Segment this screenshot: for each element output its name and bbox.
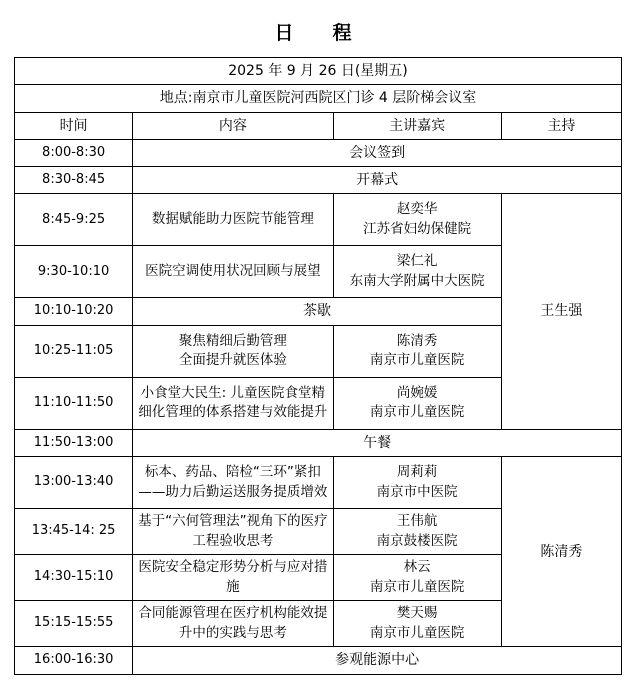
row-host: 王生强: [501, 194, 621, 429]
row-content-line-1: 聚焦精细后勤管理: [178, 332, 287, 349]
page-title: 日 程: [274, 22, 362, 44]
row-time: 16:00-16:30: [15, 647, 133, 674]
speaker-org: 南京市儿童医院: [369, 624, 465, 641]
table-row: [15, 647, 622, 674]
speaker-name: 王伟航: [396, 513, 438, 530]
row-full-text: 参观能源中心: [133, 647, 622, 674]
row-time: 14:30-15:10: [15, 555, 133, 601]
row-content: 合同能源管理在医疗机构能效提升中的实践与思考: [133, 601, 333, 647]
row-time: 11:10-11:50: [15, 377, 133, 429]
table-header-date-row: [15, 58, 622, 85]
row-time: 13:00-13:40: [15, 457, 133, 509]
table-row: [15, 429, 622, 456]
row-content-line-2: 全面提升就医体验: [178, 352, 287, 369]
row-content: 小食堂大民生: 儿童医院食堂精细化管理的体系搭建与效能提升: [133, 377, 333, 429]
table-row: [15, 167, 622, 194]
speaker-name: 陈清秀: [396, 332, 438, 349]
row-speaker: [333, 601, 501, 647]
row-time: 11:50-13:00: [15, 429, 133, 456]
table-header-venue-row: [15, 85, 622, 112]
row-speaker: [333, 194, 501, 246]
header-venue: 地点:南京市儿童医院河西院区门诊 4 层阶梯会议室: [15, 85, 622, 112]
speaker-name: 赵奕华: [396, 201, 438, 218]
column-header-speaker: 主讲嘉宾: [333, 112, 501, 139]
speaker-name: 梁仁礼: [396, 253, 438, 270]
row-time: 8:30-8:45: [15, 167, 133, 194]
speaker-org: 南京鼓楼医院: [376, 532, 458, 549]
speaker-org: 南京市儿童医院: [369, 404, 465, 421]
column-header-time: 时间: [15, 112, 133, 139]
speaker-org: 南京市儿童医院: [369, 578, 465, 595]
column-header-content: 内容: [133, 112, 333, 139]
speaker-org: 东南大学附属中大医院: [349, 272, 485, 289]
speaker-name: 林云: [403, 559, 431, 576]
row-speaker: [333, 509, 501, 555]
row-time: 13:45-14: 25: [15, 509, 133, 555]
speaker-org: 南京市儿童医院: [369, 352, 465, 369]
speaker-name: 尚婉媛: [396, 384, 438, 401]
row-time: 10:10-10:20: [15, 298, 133, 325]
speaker-org: 江苏省妇幼保健院: [363, 220, 472, 237]
row-content: [133, 325, 333, 377]
table-row: [15, 139, 622, 166]
table-row: [15, 194, 622, 246]
column-header-host: 主持: [501, 112, 621, 139]
table-row: [15, 457, 622, 509]
row-speaker: [333, 377, 501, 429]
row-time: 8:45-9:25: [15, 194, 133, 246]
row-content: 基于“六何管理法”视角下的医疗工程验收思考: [133, 509, 333, 555]
row-time: 15:15-15:55: [15, 601, 133, 647]
row-host: 陈清秀: [501, 457, 621, 647]
row-speaker: [333, 457, 501, 509]
header-date: 2025 年 9 月 26 日(星期五): [15, 58, 622, 85]
row-full-text: 茶歇: [133, 298, 502, 325]
row-time: 9:30-10:10: [15, 246, 133, 298]
row-content: 医院安全稳定形势分析与应对措施: [133, 555, 333, 601]
row-time: 10:25-11:05: [15, 325, 133, 377]
row-full-text: 会议签到: [133, 139, 622, 166]
row-speaker: [333, 325, 501, 377]
row-speaker: [333, 555, 501, 601]
row-content: 标本、药品、陪检“三环”紧扣——助力后勤运送服务提质增效: [133, 457, 333, 509]
schedule-table: [14, 57, 622, 675]
row-full-text: 午餐: [133, 429, 622, 456]
speaker-name: 樊天赐: [396, 605, 438, 622]
row-content: 医院空调使用状况回顾与展望: [133, 246, 333, 298]
speaker-org: 南京市中医院: [376, 483, 458, 500]
row-full-text: 开幕式: [133, 167, 622, 194]
row-time: 8:00-8:30: [15, 139, 133, 166]
speaker-name: 周莉莉: [396, 464, 438, 481]
table-column-header-row: [15, 112, 622, 139]
row-content: 数据赋能助力医院节能管理: [133, 194, 333, 246]
row-speaker: [333, 246, 501, 298]
